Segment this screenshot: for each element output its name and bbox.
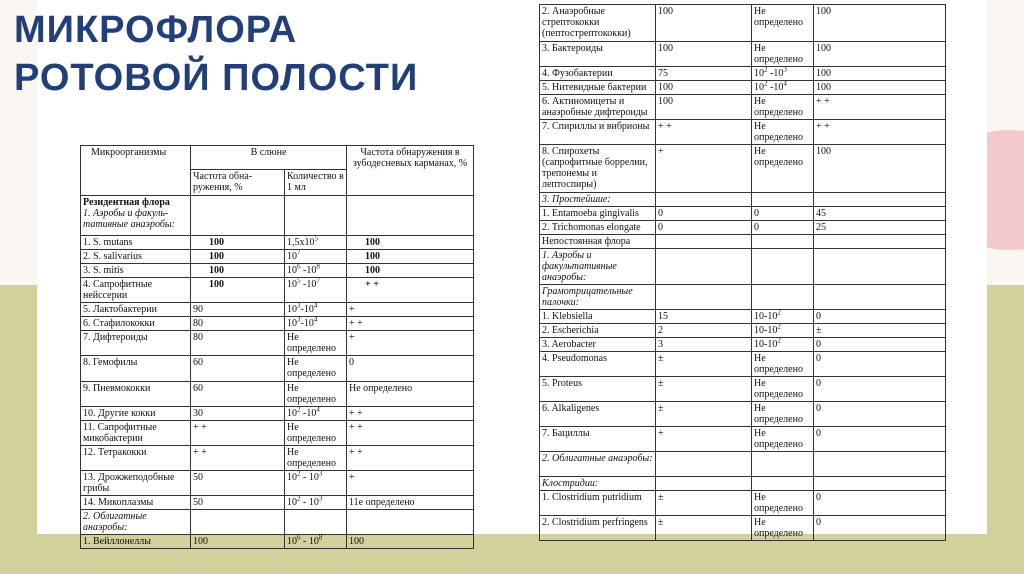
table-row	[540, 145, 946, 193]
exponent: 4	[313, 302, 318, 310]
cell-frequency: 90	[191, 303, 285, 317]
cell-frequency: 100	[191, 236, 285, 250]
cell-quantity: Не определено	[285, 446, 347, 471]
table-row	[540, 402, 946, 427]
cell-organism: 3. Простейшие:	[540, 193, 656, 207]
cell-quantity: $10^2 - 10^3$	[285, 471, 347, 496]
table-row	[81, 496, 474, 510]
cell-frequency: 50	[191, 496, 285, 510]
cell-pocket-frequency: 100	[814, 67, 946, 81]
cell-organism: 1. Klebsiella	[540, 310, 656, 324]
cell-quantity: Не определено	[752, 377, 814, 402]
cell-pocket-frequency: 0	[814, 491, 946, 516]
table-row	[540, 310, 946, 324]
cell-organism: 8. Спирохеты (сапрофитные боррелии, трепонемы и лептоспиры)	[540, 145, 656, 193]
cell-pocket-frequency: 0	[814, 427, 946, 452]
cell-pocket-frequency: 100	[814, 145, 946, 193]
cell-pocket-frequency: 100	[347, 535, 474, 549]
cell-organism: 6. Актиномицеты и анаэробные дифтероиды	[540, 95, 656, 120]
cell-frequency	[656, 235, 752, 249]
cell-quantity: $10^6$ $-10^8$	[285, 264, 347, 278]
table-row	[540, 207, 946, 221]
cell-pocket-frequency	[814, 235, 946, 249]
table-row	[81, 264, 474, 278]
table-row	[81, 250, 474, 264]
cell-quantity: $1,5x10^5$	[285, 236, 347, 250]
cell-organism: 6. Alkaligenes	[540, 402, 656, 427]
cell-quantity: $10^2$ $-10^3$	[752, 67, 814, 81]
cell-quantity	[752, 452, 814, 477]
cell-pocket-frequency: 100	[814, 5, 946, 42]
exponent: 5	[314, 235, 318, 243]
cell-frequency: 50	[191, 471, 285, 496]
cell-quantity: Не определено	[752, 5, 814, 42]
cell-frequency: 80	[191, 317, 285, 331]
cell-frequency: ±	[656, 491, 752, 516]
cell-quantity: 0	[752, 207, 814, 221]
cell-pocket-frequency: 100	[347, 264, 474, 278]
header-saliva: В слюне	[191, 146, 347, 170]
table-row	[540, 235, 946, 249]
cell-quantity: Не определено	[752, 352, 814, 377]
cell-quantity: Не определено	[752, 95, 814, 120]
cell-quantity: Не определено	[752, 427, 814, 452]
cell-organism: 1. Clostridium putridium	[540, 491, 656, 516]
exponent: 3	[297, 302, 301, 310]
cell-frequency: 100	[656, 5, 752, 42]
cell-frequency: + +	[191, 421, 285, 446]
cell-organism: 1. S. mutans	[81, 236, 191, 250]
cell-quantity: Не определено	[752, 120, 814, 145]
cell-quantity: Не определено	[285, 382, 347, 407]
exponent: 2	[777, 337, 781, 345]
exponent: 2	[297, 495, 301, 503]
header-microorganisms: Микроорганизмы	[81, 146, 191, 196]
cell-frequency: 15	[656, 310, 752, 324]
cell-pocket-frequency: 25	[814, 221, 946, 235]
exponent: 2	[777, 309, 781, 317]
exponent: 5	[297, 277, 301, 285]
cell-quantity: $10^6 - 10^8$	[285, 535, 347, 549]
table-row	[540, 5, 946, 42]
cell-organism: 6. Стафилококки	[81, 317, 191, 331]
header-quantity: Количество в 1 мл	[285, 170, 347, 196]
table-row	[81, 510, 474, 535]
table-row	[81, 446, 474, 471]
header-frequency: Частота обна-ружения, %	[191, 170, 285, 196]
cell-quantity: $10^3-10^4$	[285, 303, 347, 317]
cell-quantity	[285, 510, 347, 535]
exponent: 8	[316, 263, 320, 271]
exponent: 3	[318, 470, 323, 478]
cell-organism: 2. Clostridium perfringens	[540, 516, 656, 541]
cell-quantity: $10^5$ $-10^7$	[285, 278, 347, 303]
cell-frequency: + +	[656, 120, 752, 145]
cell-organism: Грамотрицательные палочки:	[540, 285, 656, 310]
cell-pocket-frequency	[814, 285, 946, 310]
cell-quantity: Не определено	[752, 516, 814, 541]
cell-organism: 1. Entamoeba gingivalis	[540, 207, 656, 221]
cell-quantity: $10^2$ $-10^4$	[752, 81, 814, 95]
table-row	[81, 471, 474, 496]
cell-pocket-frequency	[347, 510, 474, 535]
cell-frequency: +	[656, 145, 752, 193]
cell-frequency: 3	[656, 338, 752, 352]
cell-organism: 3. Бактероиды	[540, 42, 656, 67]
cell-organism: 7. Бациллы	[540, 427, 656, 452]
exponent: 6	[297, 263, 301, 271]
table-row	[81, 303, 474, 317]
cell-organism: 12. Тетракокки	[81, 446, 191, 471]
cell-frequency: 100	[191, 278, 285, 303]
cell-quantity: Не определено	[285, 331, 347, 356]
cell-pocket-frequency: 0	[814, 310, 946, 324]
table-row	[81, 421, 474, 446]
cell-organism: 2. S. salivarius	[81, 250, 191, 264]
cell-pocket-frequency: 0	[814, 516, 946, 541]
cell-pocket-frequency	[814, 477, 946, 491]
cell-pocket-frequency: + +	[347, 446, 474, 471]
cell-organism: 4. Pseudomonas	[540, 352, 656, 377]
cell-pocket-frequency: 100	[814, 81, 946, 95]
cell-frequency: 2	[656, 324, 752, 338]
cell-quantity: Не определено	[285, 356, 347, 382]
cell-pocket-frequency	[814, 193, 946, 207]
cell-organism: 4. Сапрофитные нейссерии	[81, 278, 191, 303]
table-row	[540, 285, 946, 310]
table-row	[540, 81, 946, 95]
microflora-table-right	[539, 4, 946, 541]
cell-frequency: ±	[656, 516, 752, 541]
exponent: 6	[297, 534, 301, 542]
cell-frequency: ±	[656, 377, 752, 402]
cell-quantity: 0	[752, 221, 814, 235]
table-row	[540, 120, 946, 145]
exponent: 4	[316, 406, 320, 414]
cell-quantity	[752, 235, 814, 249]
table-header-row	[81, 146, 474, 170]
exponent: 3	[297, 316, 301, 324]
cell-pocket-frequency: 100	[347, 236, 474, 250]
cell-pocket-frequency: 0	[814, 402, 946, 427]
table-row	[540, 352, 946, 377]
cell-organism	[81, 196, 191, 236]
cell-frequency	[656, 452, 752, 477]
cell-frequency: 100	[656, 95, 752, 120]
table-row	[540, 338, 946, 352]
table-row	[540, 377, 946, 402]
cell-quantity: $10^3-10^4$	[285, 317, 347, 331]
exponent: 2	[764, 66, 768, 74]
microflora-table-left	[80, 145, 474, 549]
table-row	[81, 331, 474, 356]
cell-frequency: ±	[656, 402, 752, 427]
cell-quantity	[752, 285, 814, 310]
cell-quantity: Не определено	[752, 145, 814, 193]
table-row	[81, 196, 474, 236]
cell-frequency: ±	[656, 352, 752, 377]
cell-organism: 8. Гемофилы	[81, 356, 191, 382]
cell-quantity	[752, 477, 814, 491]
exponent: 3	[318, 495, 323, 503]
cell-organism: 14. Микоплазмы	[81, 496, 191, 510]
exponent: 2	[777, 323, 781, 331]
table-row	[81, 407, 474, 421]
cell-frequency: + +	[191, 446, 285, 471]
table-row	[540, 427, 946, 452]
cell-frequency: +	[656, 427, 752, 452]
cell-frequency	[656, 477, 752, 491]
cell-organism: Непостоянная флора	[540, 235, 656, 249]
cell-organism: 7. Спириллы и вибрионы	[540, 120, 656, 145]
table-row	[81, 317, 474, 331]
exponent: 2	[297, 470, 301, 478]
table-row	[540, 42, 946, 67]
cell-quantity: Не определено	[752, 42, 814, 67]
cell-quantity: $10^2 - 10^3$	[285, 496, 347, 510]
exponent: 7	[316, 277, 320, 285]
section-title: Резидентная флора	[83, 197, 170, 208]
exponent: 8	[318, 534, 323, 542]
cell-frequency: 30	[191, 407, 285, 421]
cell-frequency: 0	[656, 207, 752, 221]
cell-frequency: 60	[191, 356, 285, 382]
cell-pocket-frequency: 100	[814, 42, 946, 67]
cell-organism: 2. Escherichia	[540, 324, 656, 338]
cell-pocket-frequency: + +	[347, 317, 474, 331]
cell-organism: 7. Дифтероиды	[81, 331, 191, 356]
cell-pocket-frequency: + +	[814, 120, 946, 145]
cell-pocket-frequency: 0	[814, 352, 946, 377]
cell-pocket-frequency: 45	[814, 207, 946, 221]
table-row	[540, 324, 946, 338]
table-row	[540, 67, 946, 81]
cell-organism: 5. Нитевидные бактерии	[540, 81, 656, 95]
cell-organism: 10. Другие кокки	[81, 407, 191, 421]
title-line-1: МИКРОФЛОРА	[14, 9, 298, 51]
cell-quantity: $10-10^2$	[752, 310, 814, 324]
table-row	[540, 516, 946, 541]
section-subtitle: 1. Аэробы и факуль-тативные анаэробы:	[83, 208, 175, 230]
cell-frequency: 100	[191, 264, 285, 278]
table-row	[540, 452, 946, 477]
cell-pocket-frequency: 100	[347, 250, 474, 264]
cell-quantity	[752, 193, 814, 207]
cell-frequency: 100	[191, 250, 285, 264]
table-row	[540, 249, 946, 285]
exponent: 7	[297, 249, 301, 257]
cell-frequency: 100	[656, 42, 752, 67]
cell-pocket-frequency: + +	[347, 278, 474, 303]
cell-quantity: $10-10^2$	[752, 338, 814, 352]
exponent: 4	[313, 316, 318, 324]
table-row	[540, 491, 946, 516]
cell-pocket-frequency	[814, 249, 946, 285]
cell-pocket-frequency: Не определено	[347, 382, 474, 407]
cell-pocket-frequency: 0	[814, 338, 946, 352]
cell-pocket-frequency: + +	[347, 407, 474, 421]
table-row	[81, 535, 474, 549]
table-row	[81, 382, 474, 407]
cell-quantity	[752, 249, 814, 285]
cell-pocket-frequency: 11е определено	[347, 496, 474, 510]
cell-quantity: Не определено	[752, 491, 814, 516]
cell-organism: 13. Дрожжеподобные грибы	[81, 471, 191, 496]
cell-frequency: 100	[191, 535, 285, 549]
cell-organism: 9. Пневмококки	[81, 382, 191, 407]
cell-frequency: 60	[191, 382, 285, 407]
cell-organism: 2. Облигатные анаэробы:	[540, 452, 656, 477]
exponent: 2	[764, 80, 768, 88]
cell-frequency: 0	[656, 221, 752, 235]
cell-frequency: 80	[191, 331, 285, 356]
cell-organism: 5. Proteus	[540, 377, 656, 402]
table-row	[81, 236, 474, 250]
cell-frequency	[656, 193, 752, 207]
cell-pocket-frequency: + +	[347, 421, 474, 446]
cell-organism: 2. Trichomonas elongate	[540, 221, 656, 235]
exponent: 3	[783, 66, 787, 74]
cell-pocket-frequency: + +	[814, 95, 946, 120]
cell-frequency	[191, 196, 285, 236]
cell-organism: Клостридии:	[540, 477, 656, 491]
cell-pocket-frequency	[347, 196, 474, 236]
cell-pocket-frequency: 0	[814, 377, 946, 402]
cell-pocket-frequency: 0	[347, 356, 474, 382]
cell-pocket-frequency: +	[347, 303, 474, 317]
cell-organism: 2. Анаэробные стрептококки (пептострептококки)	[540, 5, 656, 42]
cell-organism: 4. Фузобактерии	[540, 67, 656, 81]
exponent: 2	[297, 406, 301, 414]
cell-frequency: 100	[656, 81, 752, 95]
cell-pocket-frequency: ±	[814, 324, 946, 338]
title-line-2: РОТОВОЙ ПОЛОСТИ	[14, 57, 419, 99]
slide-title	[14, 6, 418, 102]
cell-organism: 3. Aerobacter	[540, 338, 656, 352]
cell-organism: 2. Облигатные анаэробы:	[81, 510, 191, 535]
table-row	[540, 477, 946, 491]
table-row	[540, 95, 946, 120]
table-row	[540, 193, 946, 207]
cell-pocket-frequency: +	[347, 331, 474, 356]
cell-pocket-frequency	[814, 452, 946, 477]
table-row	[81, 278, 474, 303]
cell-quantity: Не определено	[752, 402, 814, 427]
cell-quantity: $10-10^2$	[752, 324, 814, 338]
cell-frequency: 75	[656, 67, 752, 81]
cell-frequency	[656, 249, 752, 285]
table-row	[81, 356, 474, 382]
exponent: 4	[783, 80, 787, 88]
header-gingival: Частота обнаружения в зубодесневых карманах, %	[347, 146, 474, 196]
cell-organism: 1. Вейллонеллы	[81, 535, 191, 549]
cell-organism: 5. Лактобактерии	[81, 303, 191, 317]
cell-organism: 11. Сапрофитные микобактерии	[81, 421, 191, 446]
cell-quantity: $10^7$	[285, 250, 347, 264]
cell-quantity: $10^2$ $-10^4$	[285, 407, 347, 421]
cell-frequency	[191, 510, 285, 535]
cell-organism: 1. Аэробы и факультативные анаэробы:	[540, 249, 656, 285]
cell-quantity: Не определено	[285, 421, 347, 446]
cell-quantity	[285, 196, 347, 236]
cell-pocket-frequency: +	[347, 471, 474, 496]
table-row	[540, 221, 946, 235]
cell-organism: 3. S. mitis	[81, 264, 191, 278]
cell-frequency	[656, 285, 752, 310]
